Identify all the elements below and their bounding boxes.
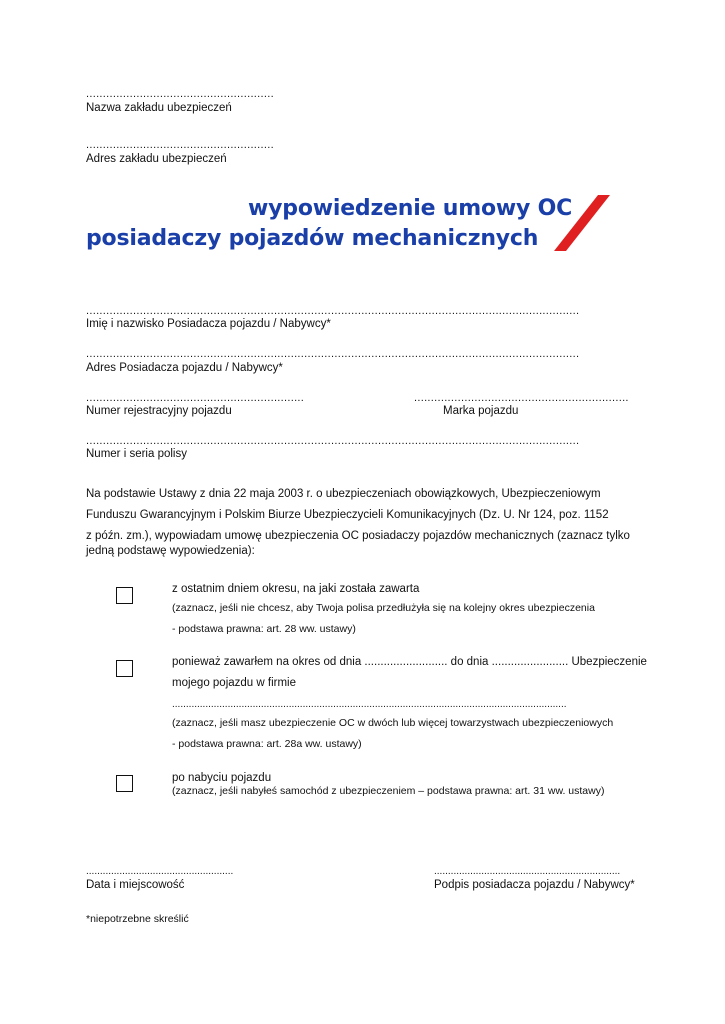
red-slash-shape	[554, 195, 610, 251]
registration-dots: .................................................................	[86, 392, 305, 404]
title-line1: wypowiedzenie umowy OC	[248, 196, 573, 221]
option2-insurer-dots: ..............................................................................................................................................	[172, 699, 567, 710]
signature-label: Podpis posiadacza pojazdu / Nabywcy*	[434, 879, 635, 891]
policy-label: Numer i seria polisy	[86, 448, 187, 460]
option1-checkbox[interactable]	[116, 587, 133, 604]
footnote: *niepotrzebne skreślić	[86, 913, 189, 925]
option2-note1: (zaznacz, jeśli masz ubezpieczenie OC w dwóch lub więcej towarzystwach ubezpieczeniowych	[172, 717, 614, 729]
insurer-name-label: Nazwa zakładu ubezpieczeń	[86, 102, 232, 114]
option2-checkbox[interactable]	[116, 660, 133, 677]
date-dots: .....................................................	[86, 866, 234, 877]
owner-name-label: Imię i nazwisko Posiadacza pojazdu / Nabywcy*	[86, 318, 331, 330]
statement-line1: Na podstawie Ustawy z dnia 22 maja 2003 r. o ubezpieczeniach obowiązkowych, Ubezpieczeniowym	[86, 488, 601, 500]
date-label: Data i miejscowość	[86, 879, 185, 891]
signature-dots: ...................................................................	[434, 866, 621, 877]
brand-dots: ................................................................	[414, 392, 629, 404]
option2-text-line2: mojego pojazdu w firmie	[172, 677, 297, 689]
option3-text: po nabyciu pojazdu	[172, 772, 272, 784]
insurer-name-dots: ........................................................	[86, 88, 274, 100]
statement-line4: jedną podstawę wypowiedzenia):	[86, 545, 255, 557]
title-line2: posiadaczy pojazdów mechanicznych	[86, 226, 539, 251]
option2-text: ponieważ zawarłem na okres od dnia .......................... do dnia ........................ Ubezpieczenie	[172, 656, 647, 668]
option2-note2: - podstawa prawna: art. 28a ww. ustawy)	[172, 738, 362, 750]
insurer-address-dots: ........................................................	[86, 139, 274, 151]
option1-note2: - podstawa prawna: art. 28 ww. ustawy)	[172, 623, 356, 635]
statement-line2: Funduszu Gwarancyjnym i Polskim Biurze Ubezpieczycieli Komunikacyjnych (Dz. U. Nr 124, poz. 1152	[86, 509, 609, 521]
red-slash-logo	[552, 193, 612, 253]
brand-label: Marka pojazdu	[443, 405, 519, 417]
statement-line3: z późn. zm.), wypowiadam umowę ubezpieczenia OC posiadaczy pojazdów mechanicznych (zaznacz tylko	[86, 530, 630, 542]
option3-note1: (zaznacz, jeśli nabyłeś samochód z ubezpieczeniem – podstawa prawna: art. 31 ww. ustawy)	[172, 785, 605, 797]
policy-dots: ...................................................................................................................................................	[86, 435, 580, 447]
option1-text: z ostatnim dniem okresu, na jaki została zawarta	[172, 583, 420, 595]
option3-checkbox[interactable]	[116, 775, 133, 792]
insurer-address-label: Adres zakładu ubezpieczeń	[86, 153, 227, 165]
option1-note1: (zaznacz, jeśli nie chcesz, aby Twoja polisa przedłużyła się na kolejny okres ubezpieczenia	[172, 602, 595, 614]
owner-address-dots: ...................................................................................................................................................	[86, 348, 580, 360]
owner-address-label: Adres Posiadacza pojazdu / Nabywcy*	[86, 362, 283, 374]
registration-label: Numer rejestracyjny pojazdu	[86, 405, 232, 417]
owner-name-dots: ...................................................................................................................................................	[86, 305, 580, 317]
